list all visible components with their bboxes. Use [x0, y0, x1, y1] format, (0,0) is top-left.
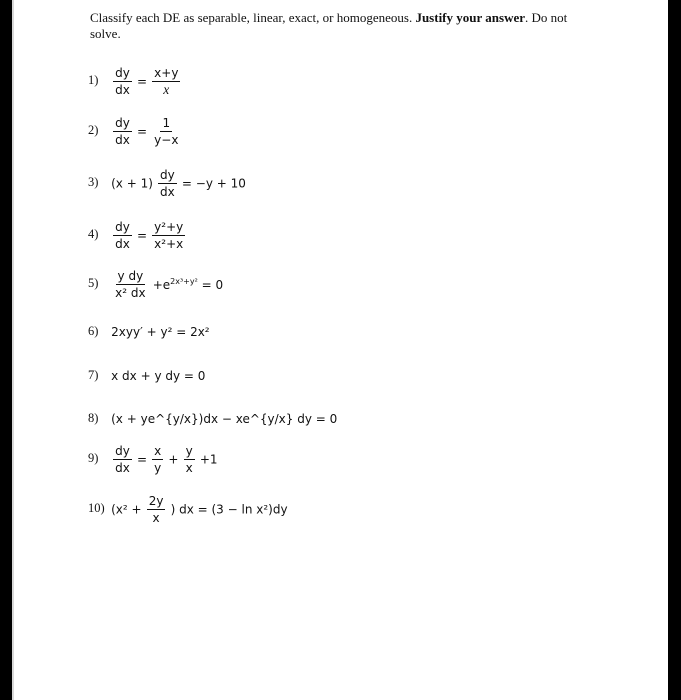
problem-7: 7) x dx + y dy = 0	[88, 368, 206, 384]
problem-1: 1) $\frac{dy}{dx}$ = $\frac{x+y}{x}$	[88, 66, 179, 97]
fraction: $\frac{dy}{dx}$	[115, 66, 130, 97]
problem-9: 9) $\frac{dy}{dx}$ = $\frac{x}{y}$ + $\frac{y}{x}$ +1	[88, 444, 218, 475]
problem-3: 3) (x + 1) $\frac{dy}{dx}$ = −y + 10	[88, 168, 246, 199]
fraction: $\frac{x}{y}$	[154, 444, 162, 475]
problem-number: 10)	[88, 501, 105, 516]
instructions-bold: Justify your answer	[415, 10, 525, 25]
left-border	[0, 0, 12, 700]
fraction: $\frac{y}{x}$	[185, 444, 193, 475]
problem-number: 3)	[88, 175, 99, 190]
problem-number: 2)	[88, 123, 99, 138]
problem-number: 4)	[88, 227, 99, 242]
left-border-shadow	[12, 0, 14, 700]
fraction: $\frac{\text{y dy}}{\text{x² dx}}$	[115, 269, 146, 300]
right-border	[668, 0, 681, 700]
problem-number: 5)	[88, 276, 99, 291]
problem-4: 4) $\frac{dy}{dx}$ = $\frac{\text{y²+y}}{\text{x²+x}}$	[88, 220, 184, 251]
problem-number: 9)	[88, 451, 99, 466]
instructions	[90, 10, 590, 42]
fraction: $\frac{x+y}{x}$	[154, 66, 179, 97]
fraction: $\frac{dy}{dx}$	[115, 116, 130, 147]
fraction: $\frac{dy}{dx}$	[160, 168, 175, 199]
fraction: $\frac{dy}{dx}$	[115, 220, 130, 251]
fraction: $\frac{dy}{dx}$	[115, 444, 130, 475]
problem-number: 1)	[88, 73, 99, 88]
fraction: $\frac{2y}{x}$	[148, 494, 164, 525]
fraction: $\frac{\text{y²+y}}{\text{x²+x}}$	[154, 220, 184, 251]
problem-2: 2) $\frac{dy}{dx}$ = $\frac{1}{y-x}$	[88, 116, 179, 147]
problem-number: 7)	[88, 368, 99, 382]
problem-number: 6)	[88, 324, 99, 338]
instructions-tail: . Do not solve.	[90, 10, 568, 41]
problem-6: 6) 2xyy′ + y² = 2x²	[88, 324, 210, 340]
problem-8: 8) (x + ye^{y/x})dx − xe^{y/x} dy = 0	[88, 411, 338, 427]
problem-10: 10) (x² + $\frac{2y}{x}$ ) dx = (3 − ln x²)dy	[88, 494, 288, 525]
problem-number: 8)	[88, 411, 99, 425]
problem-5: 5) $\frac{\text{y dy}}{\text{x² dx}}$ $+e^{2x^3+y^2} = 0$	[88, 269, 224, 300]
fraction: $\frac{1}{y-x}$	[154, 116, 179, 147]
instructions-lead: Classify each DE as separable, linear, exact, or homogeneous.	[90, 10, 413, 25]
